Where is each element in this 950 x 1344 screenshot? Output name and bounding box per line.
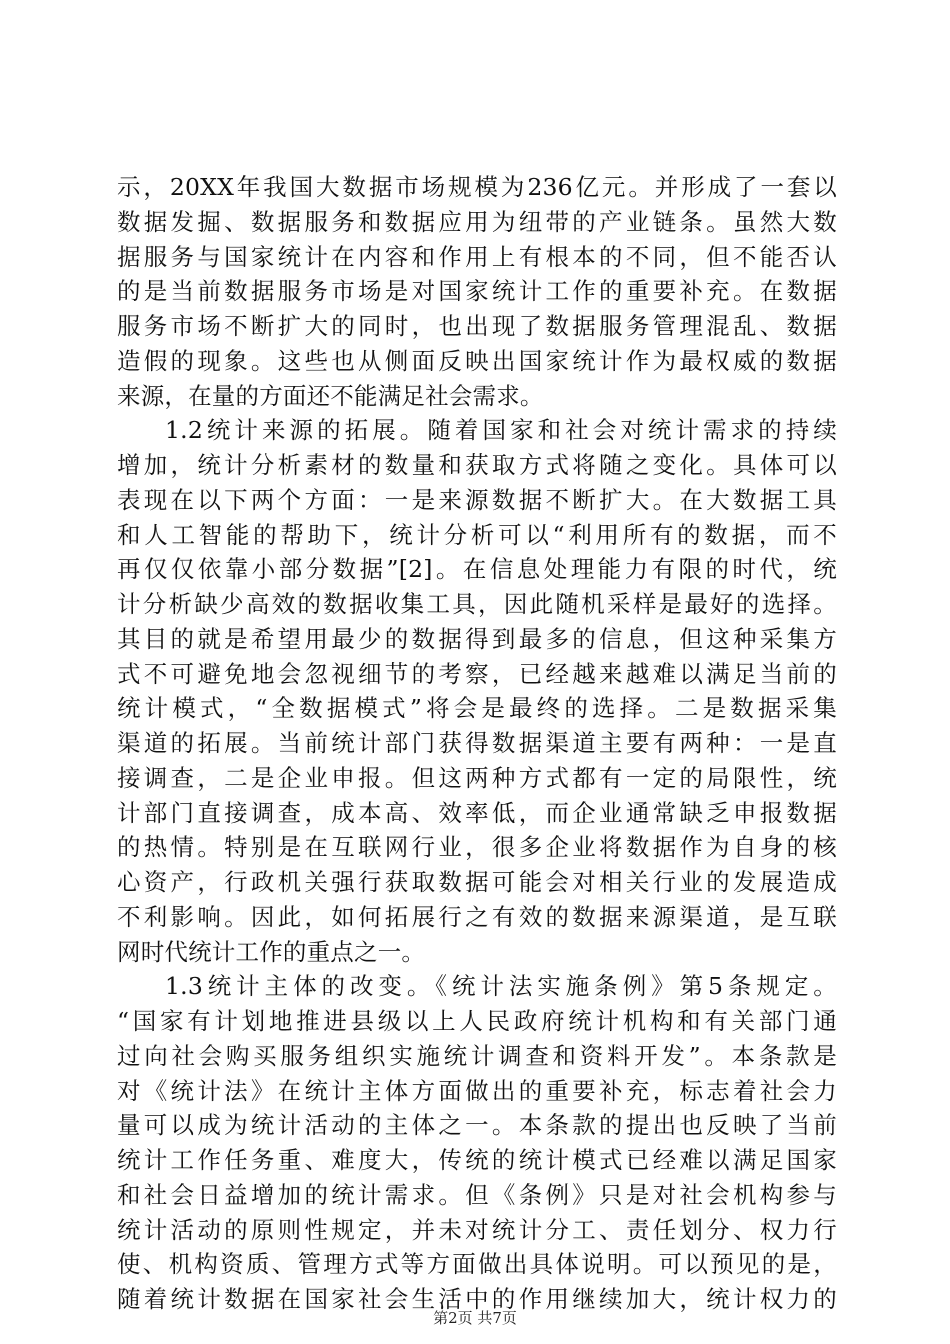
paragraph-line: “国家有计划地推进县级以上人民政府统计机构和有关部门通 [117, 1007, 837, 1035]
paragraph-line: 和社会日益增加的统计需求。但《条例》只是对社会机构参与 [117, 1180, 837, 1209]
paragraph-line: 来源，在量的方面还不能满足社会需求。 [117, 381, 544, 410]
paragraph-line: 的是当前数据服务市场是对国家统计工作的重要补充。在数据 [117, 277, 837, 306]
page-number-label: 第2页 共7页 [433, 1309, 517, 1327]
paragraph-line: 1.3统计主体的改变。《统计法实施条例》第5条规定。 [165, 972, 837, 1001]
paragraph-line: 据服务与国家统计在内容和作用上有根本的不同，但不能否认 [117, 242, 837, 271]
paragraph-line: 计分析缺少高效的数据收集工具，因此随机采样是最好的选择。 [117, 590, 837, 618]
paragraph-line: 渠道的拓展。当前统计部门获得数据渠道主要有两种：一是直 [117, 729, 837, 757]
paragraph-line: 服务市场不断扩大的同时，也出现了数据服务管理混乱、数据 [117, 312, 837, 340]
paragraph-line: 统计活动的原则性规定，并未对统计分工、责任划分、权力行 [117, 1215, 837, 1244]
paragraph-line: 增加，统计分析素材的数量和获取方式将随之变化。具体可以 [117, 451, 837, 479]
paragraph-line: 统计工作任务重、难度大，传统的统计模式已经难以满足国家 [117, 1146, 837, 1174]
paragraph-line: 不利影响。因此，如何拓展行之有效的数据来源渠道，是互联 [117, 902, 837, 931]
body-text [117, 170, 837, 1317]
paragraph-line: 对《统计法》在统计主体方面做出的重要补充，标志着社会力 [117, 1076, 837, 1105]
paragraph-line: 统计模式，“全数据模式”将会是最终的选择。二是数据采集 [117, 694, 837, 723]
paragraph-line: 网时代统计工作的重点之一。 [117, 937, 426, 966]
paragraph-line: 造假的现象。这些也从侧面反映出国家统计作为最权威的数据 [117, 346, 837, 375]
paragraph-line: 再仅仅依靠小部分数据”[2]。在信息处理能力有限的时代，统 [117, 555, 837, 584]
paragraph-line: 过向社会购买服务组织实施统计调查和资料开发”。本条款是 [117, 1041, 837, 1070]
paragraph-line: 表现在以下两个方面：一是来源数据不断扩大。在大数据工具 [117, 485, 837, 514]
paragraph-line: 和人工智能的帮助下，统计分析可以“利用所有的数据，而不 [117, 520, 837, 549]
paragraph-line: 示，20XX年我国大数据市场规模为236亿元。并形成了一套以 [117, 173, 837, 201]
page-footer [0, 1308, 950, 1328]
paragraph-line: 式不可避免地会忽视细节的考察，已经越来越难以满足当前的 [117, 659, 837, 688]
paragraph-line: 量可以成为统计活动的主体之一。本条款的提出也反映了当前 [117, 1111, 837, 1140]
paragraph-line: 的热情。特别是在互联网行业，很多企业将数据作为自身的核 [117, 833, 837, 862]
paragraph-line: 使、机构资质、管理方式等方面做出具体说明。可以预见的是， [117, 1250, 837, 1279]
paragraph-line: 其目的就是希望用最少的数据得到最多的信息，但这种采集方 [117, 624, 837, 653]
paragraph-line: 随着统计数据在国家社会生活中的作用继续加大，统计权力的 [117, 1285, 837, 1313]
paragraph-line: 数据发掘、数据服务和数据应用为纽带的产业链条。虽然大数 [117, 207, 837, 236]
paragraph-line: 接调查，二是企业申报。但这两种方式都有一定的局限性，统 [117, 763, 837, 792]
paragraph-line: 1.2统计来源的拓展。随着国家和社会对统计需求的持续 [165, 416, 837, 445]
paragraph-line: 心资产，行政机关强行获取数据可能会对相关行业的发展造成 [117, 868, 837, 896]
paragraph-line: 计部门直接调查，成本高、效率低，而企业通常缺乏申报数据 [117, 798, 837, 827]
